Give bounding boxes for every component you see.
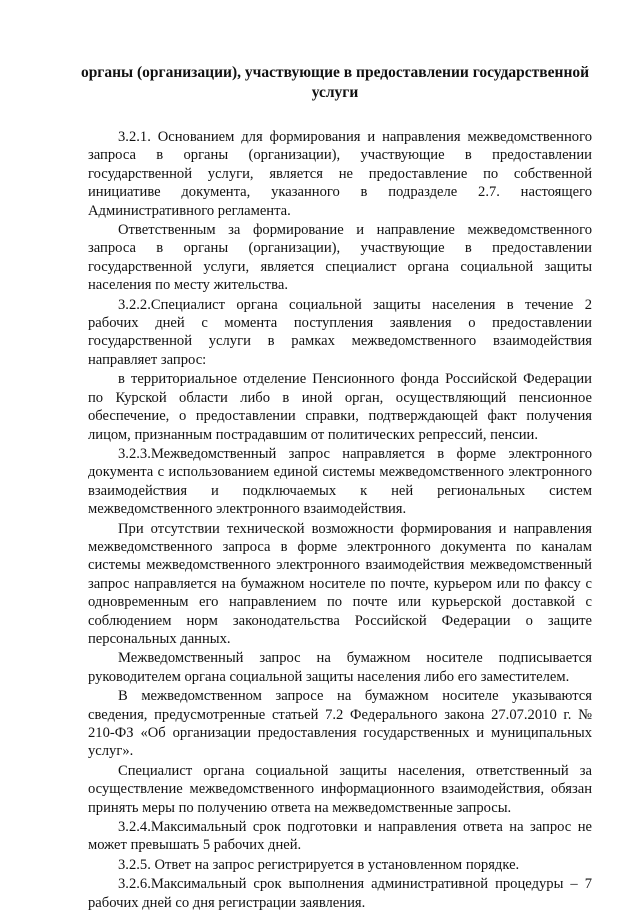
paragraph-3-2-3: 3.2.3.Межведомственный запрос направляется в форме электронного документа с использованием единой системы межведомственного электронного взаимодействия и подключаемых к ней региональных систем межведомственного электронного взаимодействия. — [88, 445, 592, 518]
paragraph-responsible: Ответственным за формирование и направление межведомственного запроса в органы (организации), участвующие в предоставлении государственной услуги, является специалист органа социальной защиты населения по месту жительства. — [88, 222, 592, 294]
section-heading: органы (организации), участвующие в предоставлении государственной услуги — [80, 64, 590, 101]
paragraph-specialist-duty: Специалист органа социальной защиты населения, ответственный за осуществление межведомственного информационного взаимодействия, обязан принять меры по получению ответа на межведомственные запросы. — [88, 762, 592, 816]
paragraph-3-2-4: 3.2.4.Максимальный срок подготовки и направления ответа на запрос не может превышать 5 рабочих дней. — [88, 819, 592, 854]
paragraph-3-2-1: 3.2.1. Основанием для формирования и направления межведомственного запроса в органы (организации), участвующие в предоставлении государственной услуги, является не предоставление по собственной инициативе документа, указанного в подразделе 2.7. настоящего Административного регламента. — [88, 129, 592, 219]
paragraph-3-2-5: 3.2.5. Ответ на запрос регистрируется в установленном порядке. — [118, 856, 520, 873]
paragraph-no-technical-capability: При отсутствии технической возможности формирования и направления межведомственного запроса в форме электронного документа по каналам системы межведомственного электронного взаимодействия межведомственный запрос направляется на бумажном носителе по почте, курьером или по факсу с одновременным его направлением по почте или курьерской доставкой с соблюдением норм законодательства Российской Федерации о защите персональных данных. — [88, 520, 592, 647]
document-body — [88, 128, 592, 912]
paragraph-paper-request-details: В межведомственном запросе на бумажном носителе указываются сведения, предусмотренные статьей 7.2 Федерального закона 27.07.2010 г. № 210-ФЗ «Об организации предоставления государственных и муниципальных услуг». — [88, 688, 592, 760]
paragraph-paper-request-signing: Межведомственный запрос на бумажном носителе подписывается руководителем органа социальной защиты населения либо его заместителем. — [88, 650, 592, 685]
paragraph-3-2-2: 3.2.2.Специалист органа социальной защиты населения в течение 2 рабочих дней с момента поступления заявления о предоставлении государственной услуги в рамках межведомственного взаимодействия направляет запрос: — [88, 296, 592, 368]
paragraph-3-2-6: 3.2.6.Максимальный срок выполнения административной процедуры – 7 рабочих дней со дня регистрации заявления. — [88, 876, 592, 911]
paragraph-pension-fund: в территориальное отделение Пенсионного фонда Российской Федерации по Курской области либо в иной орган, осуществляющий пенсионное обеспечение, о предоставлении справки, подтверждающей факт получения лицом, признанным пострадавшим от политических репрессий, пенсии. — [88, 371, 592, 443]
